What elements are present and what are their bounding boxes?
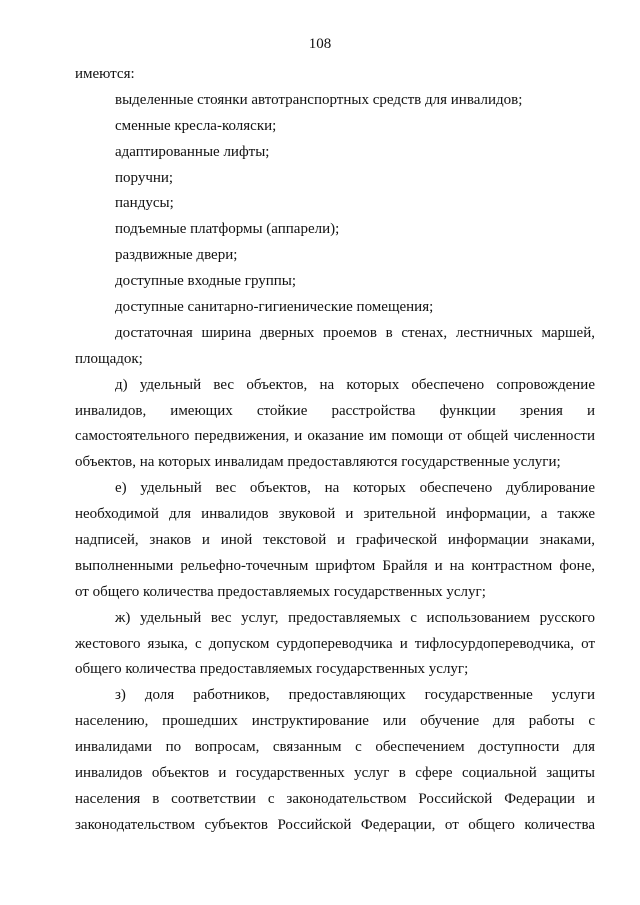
text-line: от общего количества предоставляемых государственных услуг; [75, 583, 486, 600]
text-line: адаптированные лифты; [115, 143, 270, 160]
text-line: законодательством субъектов Российской Федерации, от общего количества [75, 816, 595, 833]
text-line: достаточная ширина дверных проемов в стенах, лестничных маршей, [115, 324, 595, 341]
text-line: выполненными рельефно-точечным шрифтом Брайля и на контрастном фоне, [75, 557, 595, 574]
page-number: 108 [308, 36, 332, 52]
text-line: поручни; [115, 169, 174, 186]
text-line: населения в соответствии с законодательством Российской Федерации и [75, 790, 595, 807]
text-line: надписей, знаков и иной текстовой и графической информации знаками, [75, 532, 595, 549]
text-line: доступные санитарно-гигиенические помещения; [115, 299, 434, 316]
text-line: имеются: [75, 66, 135, 82]
text-line: объектов, на которых инвалидам предоставляются государственные услуги; [75, 454, 561, 471]
text-line: инвалидов объектов и государственных услуг в сфере социальной защиты [75, 765, 595, 782]
text-line: раздвижные двери; [115, 247, 238, 264]
text-line: подъемные платформы (аппарели); [115, 221, 340, 238]
text-line: населению, прошедших инструктирование или обучение для работы с [75, 713, 595, 730]
text-line: з) доля работников, предоставляющих государственные услуги [115, 687, 595, 704]
text-line: пандусы; [115, 195, 174, 212]
text-line: инвалидами по вопросам, связанным с обеспечением доступности для [75, 739, 595, 756]
text-line: доступные входные группы; [115, 273, 297, 290]
text-line: общего количества предоставляемых государственных услуг; [75, 661, 469, 678]
text-line: д) удельный вес объектов, на которых обеспечено сопровождение [115, 376, 595, 393]
text-line: ж) удельный вес услуг, предоставляемых с использованием русского [115, 609, 595, 626]
text-line: е) удельный вес объектов, на которых обеспечено дублирование [115, 480, 595, 497]
text-line: жестового языка, с допуском сурдопереводчика и тифлосурдопереводчика, от [75, 635, 595, 652]
text-line: необходимой для инвалидов звуковой и зрительной информации, а также [75, 506, 595, 523]
text-line: выделенные стоянки автотранспортных средств для инвалидов; [115, 91, 523, 108]
text-line: сменные кресла-коляски; [115, 117, 277, 134]
text-line: инвалидов, имеющих стойкие расстройства функции зрения и [75, 402, 595, 419]
text-line: площадок; [75, 350, 143, 367]
body-text [75, 62, 595, 839]
text-line: самостоятельного передвижения, и оказание им помощи от общей численности [75, 428, 595, 445]
